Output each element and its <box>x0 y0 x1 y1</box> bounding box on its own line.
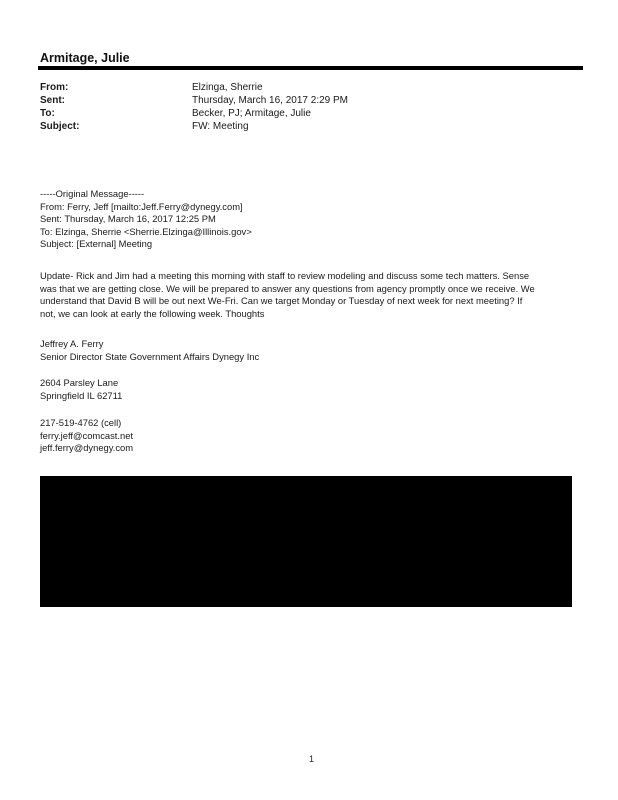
signature-name-block <box>40 338 585 363</box>
original-to: To: Elzinga, Sherrie <Sherrie.Elzinga@Illinois.gov> <box>40 225 252 237</box>
original-divider: -----Original Message----- <box>40 188 145 199</box>
message-line: Update- Rick and Jim had a meeting this morning with staff to review modeling and discuss some tech matters. Sense <box>40 270 530 281</box>
original-message-header <box>40 188 585 251</box>
original-subject: Subject: [External] Meeting <box>40 238 153 249</box>
signature-address-line2: Springfield IL 62711 <box>40 389 123 401</box>
sent-label: Sent: <box>40 95 65 106</box>
subject-label: Subject: <box>40 121 80 132</box>
message-body <box>40 270 585 320</box>
to-value: Becker, PJ; Armitage, Julie <box>192 108 311 119</box>
signature-email-personal: ferry.jeff@comcast.net <box>40 429 134 441</box>
to-label: To: <box>40 108 55 119</box>
mailbox-owner: Armitage, Julie <box>40 51 130 65</box>
signature-contact-block <box>40 417 585 455</box>
header-rule <box>38 66 583 70</box>
redaction-block <box>40 476 572 607</box>
signature-address-line1: 2604 Parsley Lane <box>40 377 119 388</box>
signature-email-work: jeff.ferry@dynegy.com <box>40 442 134 453</box>
signature-address-block <box>40 377 585 402</box>
message-line: understand that David B will be out next We-Fri. Can we target Monday or Tuesday of next week for next meeting? If <box>40 295 523 306</box>
signature-title: Senior Director State Government Affairs Dynegy Inc <box>40 350 260 362</box>
signature-name: Jeffrey A. Ferry <box>40 338 104 349</box>
subject-value: FW: Meeting <box>192 121 249 132</box>
page-number: 1 <box>309 754 315 764</box>
signature-phone: 217-519-4762 (cell) <box>40 417 122 428</box>
original-from: From: Ferry, Jeff [mailto:Jeff.Ferry@dynegy.com] <box>40 200 243 212</box>
original-sent: Sent: Thursday, March 16, 2017 12:25 PM <box>40 213 216 224</box>
from-value: Elzinga, Sherrie <box>192 82 263 93</box>
message-line: was that we are getting close. We will be prepared to answer any questions from agency promptly once we receive. We <box>40 282 535 294</box>
message-line: not, we can look at early the following week. Thoughts <box>40 307 265 319</box>
sent-value: Thursday, March 16, 2017 2:29 PM <box>192 95 349 106</box>
from-label: From: <box>40 82 69 93</box>
